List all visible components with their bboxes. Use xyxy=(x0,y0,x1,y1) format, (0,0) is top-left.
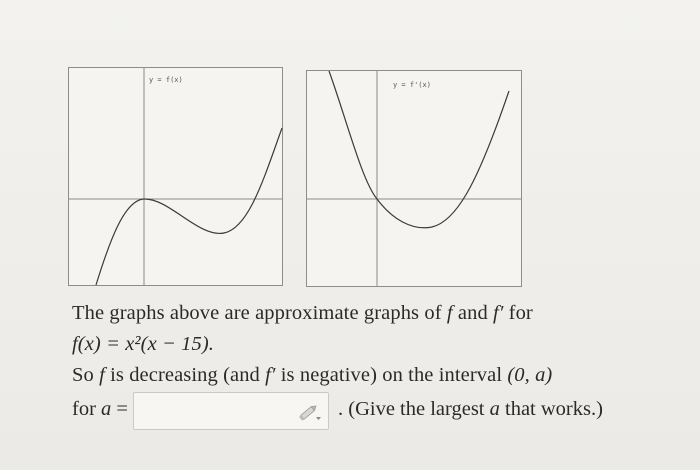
line1-text-a: The graphs above are approximate graphs of xyxy=(72,302,447,324)
answer-prefix-eq: = xyxy=(111,398,128,420)
answer-suffix-text-a: . (Give the largest xyxy=(338,398,490,420)
answer-prefix xyxy=(72,398,128,421)
graph-f-label: y = f(x) xyxy=(149,76,183,84)
problem-line-3 xyxy=(72,364,552,387)
line3-text-c: is negative) on the interval xyxy=(275,364,508,386)
answer-suffix xyxy=(338,398,603,421)
graph-fprime-panel xyxy=(306,70,522,287)
line1-f: f xyxy=(446,302,453,324)
line3-interval: (0, a) xyxy=(507,364,553,386)
answer-input[interactable] xyxy=(133,392,329,430)
graph-f-svg xyxy=(69,68,282,285)
answer-prefix-text: for xyxy=(72,398,102,420)
problem-function-definition: f(x) = x²(x − 15). xyxy=(72,333,215,355)
answer-prefix-var: a xyxy=(101,398,112,420)
graph-fprime-svg xyxy=(307,71,521,286)
answer-suffix-text-b: that works.) xyxy=(499,398,603,420)
line3-text-a: So xyxy=(72,364,100,386)
line1-text-b: and xyxy=(452,302,494,324)
answer-suffix-var: a xyxy=(489,398,500,420)
graph-f-curve xyxy=(96,128,282,285)
graph-fprime-label: y = f'(x) xyxy=(393,81,431,89)
line3-text-b: is decreasing (and xyxy=(104,364,266,386)
line1-fprime: f′ xyxy=(493,302,504,324)
graph-f-panel xyxy=(68,67,283,286)
problem-line-1 xyxy=(72,302,533,325)
line3-f: f xyxy=(99,364,105,386)
graph-fprime-curve xyxy=(329,71,509,228)
pencil-icon[interactable] xyxy=(298,402,322,422)
line3-fprime: f′ xyxy=(265,364,276,386)
line1-text-c: for xyxy=(503,302,533,324)
